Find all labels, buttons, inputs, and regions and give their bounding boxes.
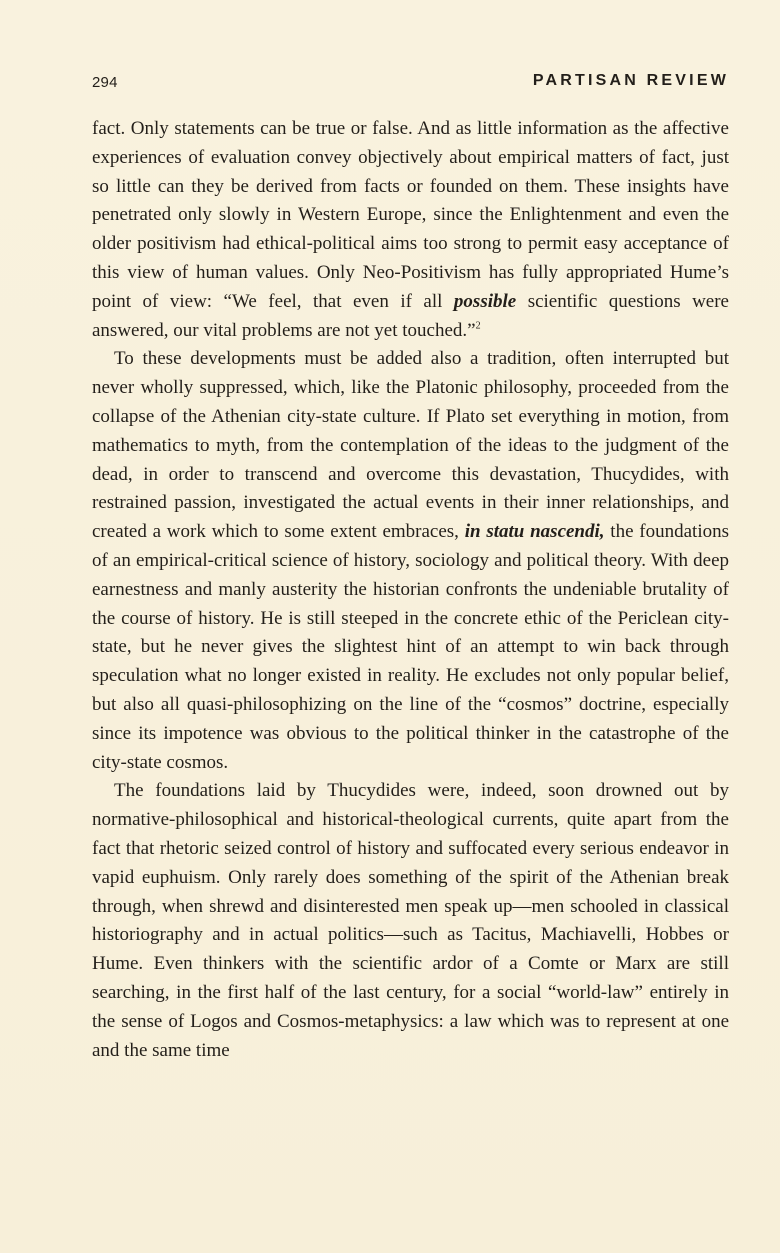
paragraph-2 xyxy=(92,345,729,777)
running-head: PARTISAN REVIEW xyxy=(532,72,729,89)
italic-possible: possible xyxy=(453,290,517,312)
paragraph-3: The foundations laid by Thucydides were, indeed, soon drowned out by normative-philosophical and historical-theological currents, quite apart from the fact that rhetoric seized control of history and suffocated every serious endeavor in vapid euphuism. Only rarely does something of the spirit of the Athenian break through, when shrewd and disinterested men speak up—men schooled in classical historiography and in actual politics—such as Tacitus, Machiavelli, Hobbes or Hume. Even thinkers with the scientific ardor of a Comte or Marx are still searching, in the first half of the last century, for a social “world-law” entirely in the sense of Logos and Cosmos-metaphysics: a law which was to represent at one and the same time xyxy=(92,780,729,1061)
italic-latin-phrase: in statu nascendi, xyxy=(464,521,605,543)
page-header xyxy=(92,72,729,96)
paragraph-1-text-c: scientific questions were answered, our vital problems are not yet touched.” xyxy=(92,290,729,341)
body-text xyxy=(92,115,729,1065)
footnote-reference: 2 xyxy=(475,320,481,332)
paragraph-2-text-a: To these developments must be added also a tradition, often interrupted but never wholly suppressed, which, like the Platonic philosophy, proceeded from the collapse of the Athenian city-state culture. If Plato set everything in motion, from mathematics to myth, from the contemplation of the ideas to the judgment of the dead, in order to transcend and overcome this devastation, Thucydides, with restrained passion, investigated the actual events in their inner relationships, and created a work which to some extent embraces, xyxy=(92,348,729,543)
paragraph-1 xyxy=(92,115,729,345)
paragraph-1-text-a: fact. Only statements can be true or false. And as little information as the affective experiences of evaluation convey objectively about empirical matters of fact, just so little can they be derived from facts or founded on them. These insights have penetrated only slowly in Western Europe, since the Enlightenment and even the older positivism had ethical-political aims too strong to permit easy acceptance of this view of human values. Only Neo-Positivism has fully appropriated Hume’s point of view: “We feel, that even if all xyxy=(92,118,729,312)
page-number: 294 xyxy=(92,74,118,91)
paragraph-2-text-c: the foundations of an empirical-critical science of history, sociology and political theory. With deep earnestness and manly austerity the historian confronts the undeniable brutality of the course of history. He is still steeped in the concrete ethic of the Periclean city-state, but he never gives the slightest hint of an attempt to win back through speculation what no longer existed in reality. He excludes not only popular belief, but also all quasi-philosophizing on the line of the “cosmos” doctrine, especially since its impotence was obvious to the political thinker in the catastrophe of the city-state cosmos. xyxy=(92,521,729,773)
